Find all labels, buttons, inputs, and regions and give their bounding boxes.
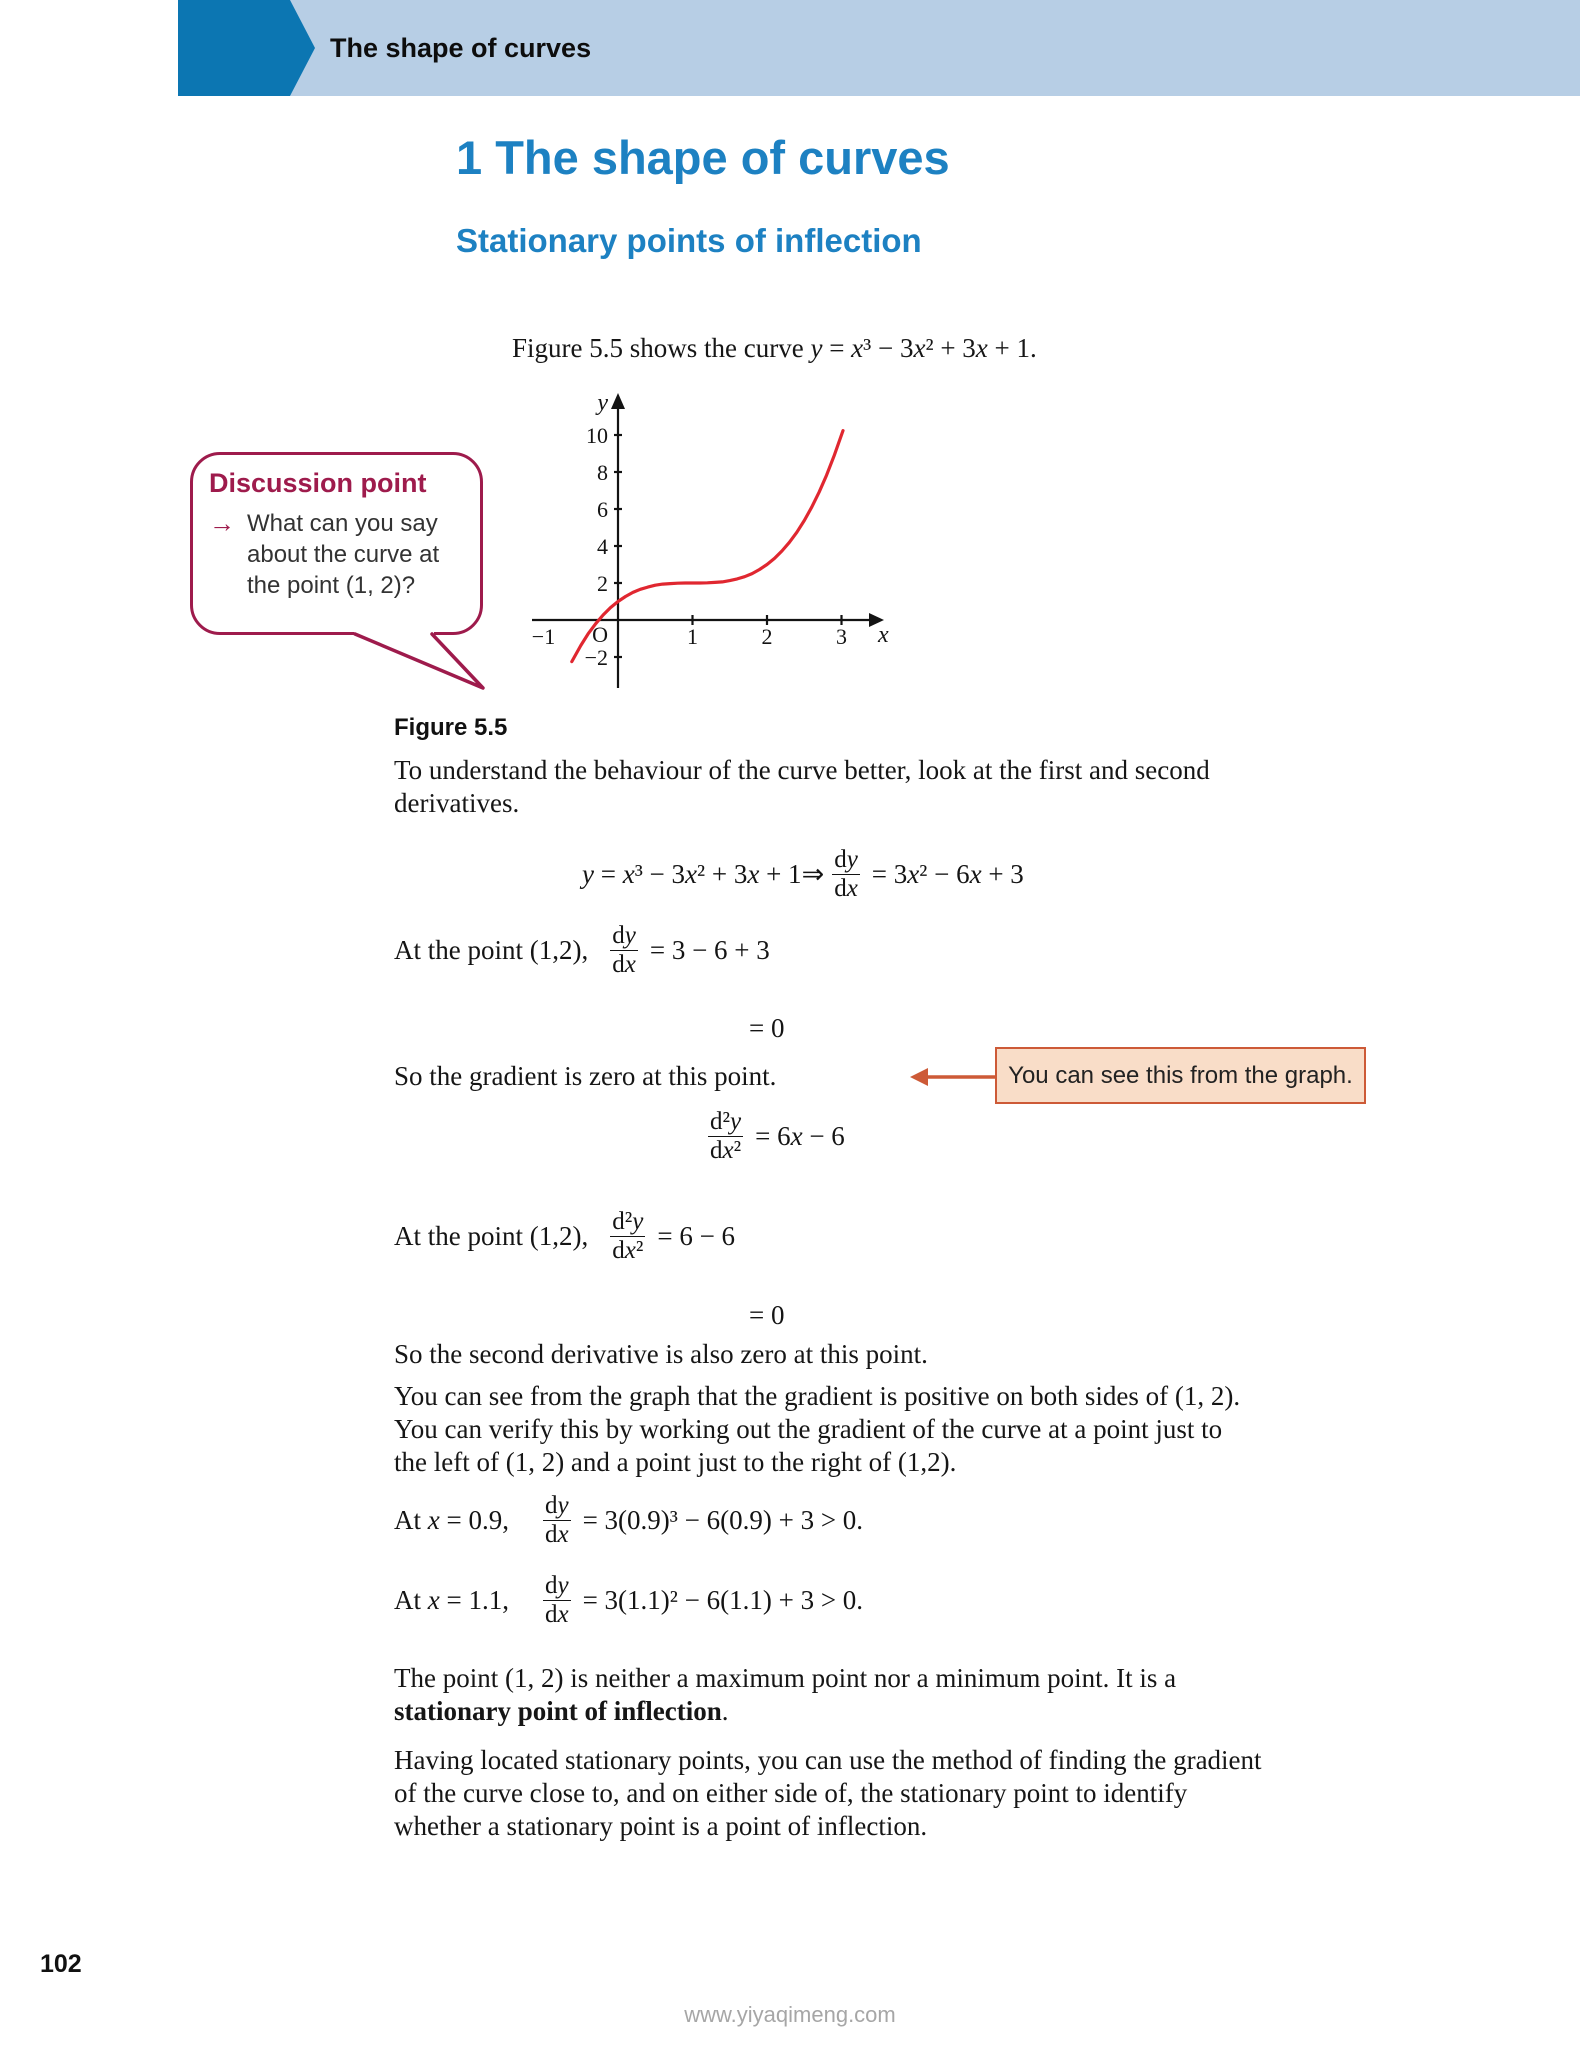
discussion-point-box (190, 452, 483, 635)
equation-prefix: At x = 1.1, (394, 1585, 509, 1615)
equation-prefix: At the point (1,2), (394, 935, 589, 965)
speech-bubble-tail (320, 617, 500, 702)
fraction-d2y-dx2: $\frac{\text{d²y}}{\text{dx²}}$ (612, 1208, 644, 1264)
text-line: derivatives. (394, 788, 520, 818)
fraction-d2y-dx2: $\frac{\text{d²y}}{\text{dx²}}$ (710, 1108, 742, 1164)
arrow-bullet-icon: → (209, 508, 235, 538)
section-subtitle: Stationary points of inflection (456, 222, 922, 259)
second-derivative-zero-text: So the second derivative is also zero at this point. (394, 1339, 928, 1369)
intro-sentence (512, 332, 1037, 365)
fraction-dy-dx: $\frac{dy}{dx}$ (544, 1572, 569, 1628)
x-tick-label: −1 (531, 624, 556, 649)
equation-second-derivative (700, 1108, 845, 1165)
figure-caption: Figure 5.5 (394, 714, 508, 741)
text-line: the left of (1, 2) and a point just to the right of (1,2). (394, 1447, 957, 1477)
equation-derivative (578, 846, 1024, 903)
discussion-line: about the curve at (247, 541, 440, 568)
equation-at-point-1 (394, 922, 770, 979)
page-title: 1 The shape of curves (456, 131, 950, 184)
text-line (394, 1695, 1544, 1728)
graph-note-callout (995, 1047, 1366, 1104)
intro-equation: y = x³ − 3x² + 3x + 1. (810, 333, 1037, 363)
equation-x-1-1 (394, 1572, 863, 1629)
page-number: 102 (40, 1950, 82, 1978)
equation-x-0-9 (394, 1492, 863, 1549)
equation-rhs: = 6 − 6 (657, 1221, 736, 1251)
text-line: To understand the behaviour of the curve better, look at the first and second (394, 755, 1210, 785)
paragraph-inflection-conclusion (394, 1662, 1544, 1728)
chapter-banner (178, 0, 1580, 96)
text-line: Having located stationary points, you can use the method of finding the gradient (394, 1745, 1262, 1775)
y-axis-label: y (597, 390, 608, 416)
equation-rhs: = 3(1.1)² − 6(1.1) + 3 > 0. (582, 1585, 864, 1615)
equation-prefix: At the point (1,2), (394, 1221, 589, 1251)
figure-5-5-graph (505, 388, 900, 713)
period: . (721, 1696, 729, 1726)
y-tick-label: −2 (584, 645, 608, 670)
origin-label: O (592, 622, 608, 647)
callout-arrow-icon (908, 1064, 1000, 1090)
equation-rhs: = 3 − 6 + 3 (649, 935, 770, 965)
x-axis-label: x (878, 622, 889, 648)
gradient-zero-text: So the gradient is zero at this point. (394, 1061, 777, 1091)
text-line: whether a stationary point is a point of inflection. (394, 1811, 928, 1841)
equation-prefix: At x = 0.9, (394, 1505, 509, 1535)
discussion-line: What can you say (247, 510, 438, 537)
equation-equals-zero: = 0 (749, 1013, 785, 1043)
paragraph-derivatives (394, 754, 1544, 820)
y-tick-label: 2 (597, 571, 608, 596)
equation-equals-zero: = 0 (749, 1300, 785, 1330)
equation-at-point-2 (394, 1208, 735, 1265)
text-line: The point (1, 2) is neither a maximum point nor a minimum point. It is a (394, 1663, 1177, 1693)
discussion-line: the point (1, 2)? (247, 572, 416, 599)
banner-title: The shape of curves (330, 32, 592, 63)
y-tick-label: 8 (597, 460, 608, 485)
paragraph-method (394, 1744, 1544, 1843)
bold-term: stationary point of inflection (394, 1696, 722, 1726)
discussion-title: Discussion point (209, 468, 427, 498)
implies-symbol: ⇒ (801, 859, 825, 889)
discussion-text (247, 508, 439, 601)
text-line: You can verify this by working out the gradient of the curve at a point just to (394, 1414, 1223, 1444)
y-tick-label: 4 (597, 534, 608, 559)
equation-rhs: = 3(0.9)³ − 6(0.9) + 3 > 0. (582, 1505, 864, 1535)
y-tick-label: 10 (586, 423, 608, 448)
callout-text: You can see this from the graph. (1008, 1061, 1353, 1089)
y-tick-label: 6 (597, 497, 608, 522)
x-tick-label: 2 (761, 624, 773, 649)
fraction-dy-dx: $\frac{dy}{dx}$ (612, 922, 636, 978)
x-tick-label: 1 (687, 624, 698, 649)
text-line: You can see from the graph that the gradient is positive on both sides of (1, 2). (394, 1381, 1241, 1411)
equation-lhs: y = x³ − 3x² + 3x + 1 (582, 859, 802, 889)
cubic-curve (572, 431, 843, 662)
chevron-icon (178, 0, 318, 96)
x-tick-label: 3 (836, 624, 847, 649)
equation-rhs: = 6x − 6 (755, 1121, 845, 1151)
fraction-dy-dx: $\frac{dy}{dx}$ (544, 1492, 569, 1548)
y-axis-arrow-icon (611, 393, 625, 409)
intro-prefix: Figure 5.5 shows the curve (512, 333, 811, 363)
watermark-url: www.yiyaqimeng.com (684, 2002, 896, 2027)
fraction-dy-dx: $\frac{dy}{dx}$ (834, 846, 858, 902)
paragraph-verify-gradient (394, 1380, 1544, 1479)
text-line: of the curve close to, and on either side of, the stationary point to identify (394, 1778, 1188, 1808)
equation-rhs: = 3x² − 6x + 3 (871, 859, 1024, 889)
